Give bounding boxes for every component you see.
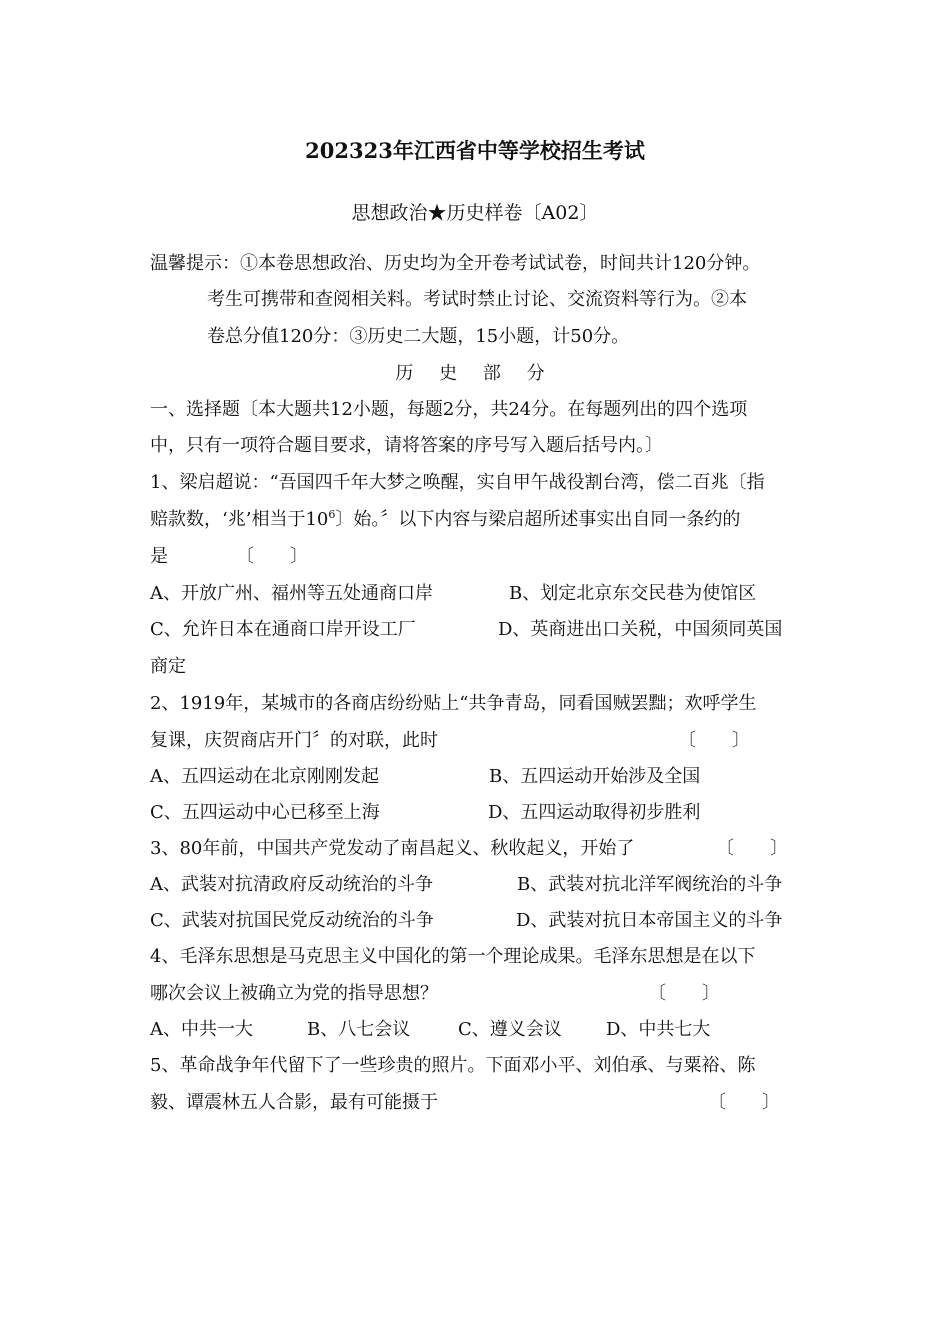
- part1-instructions-line-2: 中，只有一项符合题目要求，请将答案的序号写入题后括号内。〕: [150, 435, 663, 456]
- q1-stem-end: 是: [150, 546, 168, 567]
- q3-answer-bracket[interactable]: 〔 〕: [716, 838, 788, 859]
- q1-options-row-2: [150, 618, 810, 642]
- q5-stem-end: 毅、谭震林五人合影，最有可能摄于: [150, 1092, 438, 1113]
- exam-subtitle: 思想政治★历史样卷〔A02〕: [351, 202, 599, 224]
- q2-option-c[interactable]: C、五四运动中心已移至上海: [150, 802, 380, 823]
- q2-stem-line-2: [150, 729, 810, 753]
- q1-stem-line-3: [150, 545, 810, 569]
- q1-stem-line-2: [150, 508, 810, 532]
- q4-options-row: [150, 1018, 810, 1042]
- q3-option-a[interactable]: A、武装对抗清政府反动统治的斗争: [150, 874, 433, 895]
- q1-option-c[interactable]: C、允许日本在通商口岸开设工厂: [150, 619, 416, 640]
- notice-line-2: 考生可携带和查阅相关料。考试时禁止讨论、交流资料等行为。②本: [207, 289, 747, 310]
- notice-line-1: 温馨提示：①本卷思想政治、历史均为全开卷考试试卷，时间共计120分钟。: [150, 253, 761, 274]
- q3-options-row-1: [150, 873, 810, 897]
- q1-stem-text-b: 〕始。〞以下内容与梁启超所述事实出自同一条约的: [335, 509, 741, 530]
- q4-stem-line-1: 4、毛泽东思想是马克思主义中国化的第一个理论成果。毛泽东思想是在以下: [150, 946, 756, 967]
- q2-option-d[interactable]: D、五四运动取得初步胜利: [488, 802, 701, 823]
- q2-options-row-2: [150, 801, 810, 825]
- q1-exponent: 6: [328, 508, 336, 521]
- q4-stem-end: 哪次会议上被确立为党的指导思想？: [150, 983, 438, 1004]
- q4-option-d[interactable]: D、中共七大: [606, 1019, 711, 1040]
- section-heading: 历 史 部 分: [395, 363, 555, 384]
- q4-answer-bracket[interactable]: 〔 〕: [648, 983, 720, 1004]
- q1-option-a[interactable]: A、开放广州、福州等五处通商口岸: [150, 583, 433, 604]
- q5-stem-line-1: 5、革命战争年代留下了一些珍贵的照片。下面邓小平、刘伯承、与粟裕、陈: [150, 1055, 756, 1076]
- exam-title: 202323年江西省中等学校招生考试: [305, 138, 645, 163]
- q1-option-d-continued: 商定: [150, 656, 186, 677]
- q4-stem-line-2: [150, 982, 810, 1006]
- q3-stem: 3、80年前，中国共产党发动了南昌起义、秋收起义，开始了: [150, 838, 635, 859]
- q1-option-d[interactable]: D、英商进出口关税，中国须同英国: [498, 619, 783, 640]
- q5-answer-bracket[interactable]: 〔 〕: [708, 1092, 780, 1113]
- q4-option-b[interactable]: B、八七会议: [307, 1019, 411, 1040]
- part1-instructions-line-1: 一、选择题〔本大题共12小题，每题2分，共24分。在每题列出的四个选项: [150, 399, 748, 420]
- q3-stem-line-1: [150, 837, 810, 861]
- notice-line-3: 卷总分值120分：③历史二大题，15小题，计50分。: [207, 326, 630, 347]
- q5-stem-line-2: [150, 1091, 810, 1115]
- q4-option-c[interactable]: C、遵义会议: [458, 1019, 562, 1040]
- q2-stem-line-1: 2、1919年，某城市的各商店纷纷贴上“共争青岛，同看国贼罢黜；欢呼学生: [150, 693, 757, 714]
- q3-options-row-2: [150, 909, 810, 933]
- q2-stem-end: 复课，庆贺商店开门〞的对联，此时: [150, 730, 438, 751]
- q2-option-b[interactable]: B、五四运动开始涉及全国: [489, 766, 701, 787]
- q2-answer-bracket[interactable]: 〔 〕: [678, 730, 750, 751]
- q3-option-b[interactable]: B、武装对抗北洋军阀统治的斗争: [517, 874, 783, 895]
- q1-stem-line-1: 1、梁启超说：“吾国四千年大梦之唤醒，实自甲午战役割台湾，偿二百兆〔指: [150, 472, 765, 493]
- q1-stem-text-a: 赔款数，‘兆’相当于10: [150, 509, 329, 530]
- q2-options-row-1: [150, 765, 810, 789]
- q3-option-c[interactable]: C、武装对抗国民党反动统治的斗争: [150, 910, 434, 931]
- q4-option-a[interactable]: A、中共一大: [150, 1019, 253, 1040]
- q1-answer-bracket[interactable]: 〔 〕: [236, 546, 308, 567]
- q3-option-d[interactable]: D、武装对抗日本帝国主义的斗争: [516, 910, 783, 931]
- q1-options-row-1: [150, 582, 810, 606]
- q2-option-a[interactable]: A、五四运动在北京刚刚发起: [150, 766, 379, 787]
- q1-option-b[interactable]: B、划定北京东交民巷为使馆区: [509, 583, 757, 604]
